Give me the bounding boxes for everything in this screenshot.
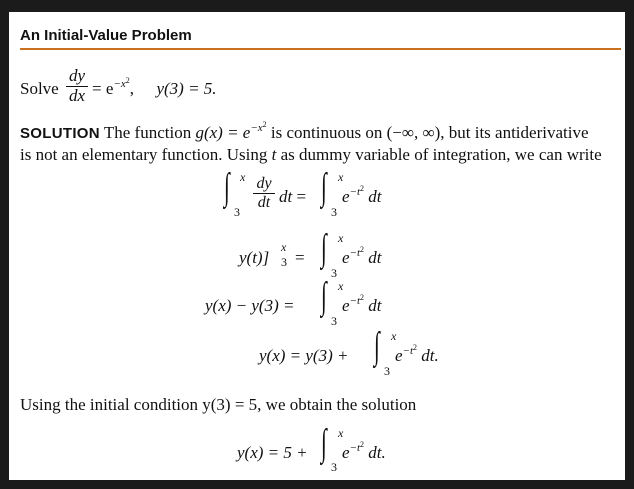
integral-sign: ∫ <box>224 166 230 208</box>
problem-condition: y(3) = 5. <box>156 79 217 98</box>
upper-limit: x <box>338 231 344 245</box>
fraction-denominator: dx <box>68 85 86 105</box>
solution-label: SOLUTION <box>20 125 100 142</box>
problem-comma: , <box>129 79 134 98</box>
solution-line-2: is not an elementary function. Using t as dummy variable of integration, we can write <box>20 145 602 164</box>
lower-limit: 3 <box>384 364 390 378</box>
textbook-page <box>9 12 625 480</box>
closing-text: Using the initial condition y(3) = 5, we obtain the solution <box>20 395 417 414</box>
upper-limit: x <box>240 170 246 184</box>
lower-limit: 3 <box>331 205 337 219</box>
eq1-integrand: $e^{-t^2}$ dt <box>342 184 382 206</box>
eq5-lhs: y(x) = 5 + <box>237 443 308 462</box>
upper-limit: x <box>338 279 344 293</box>
title-rule <box>20 48 621 50</box>
lower-limit: 3 <box>331 314 337 328</box>
eq2-equals: = <box>295 248 305 267</box>
upper-limit: x <box>338 426 344 440</box>
eq2-integrand: $e^{-t^2}$ dt <box>342 245 382 267</box>
integral-sign: ∫ <box>374 325 380 367</box>
eq5-integrand: $e^{-t^2}$ dt. <box>342 440 386 462</box>
section-title: An Initial-Value Problem <box>20 27 192 44</box>
integral-sign: ∫ <box>321 275 327 317</box>
eq1-dt-equals: dt = <box>279 187 307 206</box>
problem-rhs: = e <box>92 79 114 98</box>
upper-limit: x <box>391 329 397 343</box>
lower-limit: 3 <box>331 266 337 280</box>
problem-exponent: −x2 <box>113 76 130 90</box>
eq4-integrand: $e^{-t^2}$ dt. <box>395 343 439 365</box>
problem-prefix: Solve <box>20 79 59 98</box>
problem-equation <box>92 76 217 99</box>
bracket-lower: 3 <box>281 255 287 269</box>
integral-sign: ∫ <box>321 422 327 464</box>
dy-dt-fraction: dy dt <box>253 175 275 211</box>
solution-line-1: SOLUTION The function $g(x) = e^{-x^2}$ is continuous on (−∞, ∞), but its antiderivative <box>20 120 589 142</box>
dummy-variable: t <box>271 145 277 164</box>
lower-limit: 3 <box>234 205 240 219</box>
g-expression: g(x) = e <box>195 123 251 142</box>
lower-limit: 3 <box>331 460 337 474</box>
eq3-lhs: y(x) − y(3) = <box>205 296 295 315</box>
eq4-lhs: y(x) = y(3) + <box>259 346 349 365</box>
integral-sign: ∫ <box>321 166 327 208</box>
eq3-integrand: $e^{-t^2}$ dt <box>342 293 382 315</box>
integral-sign: ∫ <box>321 227 327 269</box>
fraction-numerator: dy <box>68 66 86 85</box>
bracket-upper: x <box>281 240 287 254</box>
problem-derivative-fraction <box>66 67 88 105</box>
upper-limit: x <box>338 170 344 184</box>
eq2-lhs: y(t)] <box>239 248 270 267</box>
